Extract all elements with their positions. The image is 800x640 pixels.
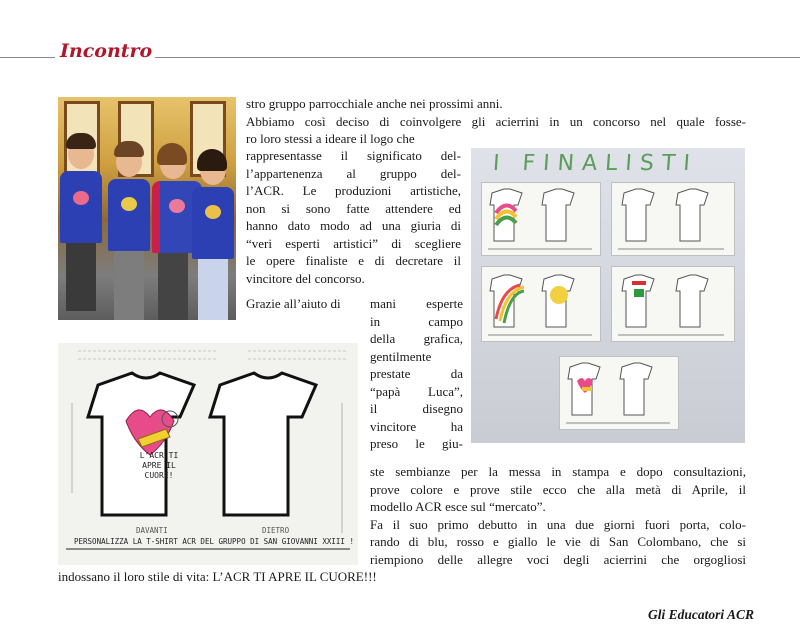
paragraph-top (246, 95, 746, 148)
text-line: prestate da (370, 366, 463, 381)
text-line: Grazie all’aiuto di (246, 296, 341, 311)
drawing-front-label: DAVANTI (136, 526, 168, 535)
text-line: “veri esperti artistici” di scegliere (246, 235, 461, 251)
text-line: vincitore del concorso. (246, 270, 365, 286)
paragraph-closing (58, 568, 746, 586)
text-line: della grafica, (370, 331, 463, 346)
photo-finalists (471, 148, 745, 443)
photo-winning-drawing (58, 343, 358, 565)
text-line: rappresentasse il significato del- (246, 148, 461, 163)
paragraph-column-b (370, 295, 463, 453)
text-line: le opere finaliste e di decretare il (246, 253, 461, 268)
text-line: mani esperte (370, 296, 463, 311)
text-line: riempiono delle allegre voci degli acierrini che orgogliosi (370, 551, 746, 567)
text-line: Abbiamo così deciso di coinvolgere gli acierrini in un concorso nel quale fosse- (246, 113, 746, 129)
finalist-sheet (611, 182, 735, 256)
finalist-sheet (481, 266, 601, 342)
signature: Gli Educatori ACR (647, 607, 754, 622)
drawing-back-label: DIETRO (262, 526, 290, 535)
text-line: “papà Luca”, (370, 383, 463, 399)
text-line: non si sono fatte attendere ed (246, 200, 461, 216)
finalist-sheet (611, 266, 735, 342)
text-line: stro gruppo parrocchiale anche nei prossimi anni. (246, 96, 503, 111)
text-line: Fa il suo primo debutto in una due giorni fuori porta, colo- (370, 516, 746, 532)
finalists-title: I FINALISTI (492, 151, 699, 176)
drawing-front-text: L’ACR TI APRE IL CUORE! (139, 451, 179, 480)
text-line: in campo (370, 313, 463, 329)
paragraph-column-a (246, 147, 461, 287)
header-rule-right (155, 57, 800, 58)
text-line: indossano il loro stile di vita: L’ACR TI APRE IL CUORE!!! (58, 569, 377, 584)
finalist-sheet (481, 182, 601, 256)
text-line: hanno dato modo ad una giuria di (246, 218, 461, 233)
text-line: rando di blu, rosso e giallo le vie di San Colombano, che si (370, 534, 746, 549)
text-line: l’appartenenza al gruppo del- (246, 165, 461, 181)
section-title: Incontro (60, 40, 153, 62)
text-line: vincitore ha (370, 418, 463, 434)
text-line: gentilmente (370, 348, 432, 364)
paragraph-bottom (370, 463, 746, 568)
header-rule-left (0, 57, 55, 58)
text-line: il disegno (370, 401, 463, 416)
paragraph-column-a-end (246, 295, 366, 313)
text-line: prove colore e prove stile ecco che alla metà di Aprile, il (370, 481, 746, 497)
text-line: modello ACR esce sul “mercato”. (370, 499, 546, 514)
text-line: preso le giu- (370, 436, 463, 451)
text-line: l’ACR. Le produzioni artistiche, (246, 183, 461, 198)
finalist-sheet (559, 356, 679, 430)
text-line: ro loro stessi a ideare il logo che (246, 131, 415, 146)
text-line: ste sembianze per la messa in stampa e dopo consultazioni, (370, 464, 746, 479)
drawing-footer-text: PERSONALIZZA LA T-SHIRT ACR DEL GRUPPO DI SAN GIOVANNI XXIII ! (74, 537, 354, 546)
photo-children (58, 97, 236, 320)
